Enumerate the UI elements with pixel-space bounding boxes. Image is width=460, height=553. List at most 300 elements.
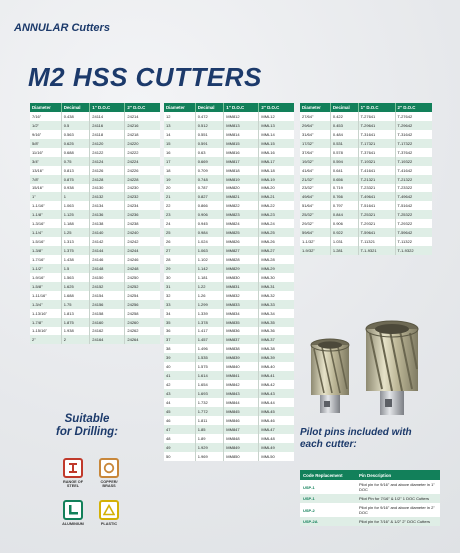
table-cell: 21/32" bbox=[300, 175, 330, 184]
table-cell: 24234 bbox=[125, 201, 160, 210]
table-cell: MML42 bbox=[259, 380, 294, 389]
table-cell: 1.929 bbox=[195, 443, 224, 452]
table-cell: 29/32" bbox=[300, 219, 330, 228]
aluminium-angle-icon bbox=[63, 500, 83, 520]
table-cell: 17/32" bbox=[300, 139, 330, 148]
table-cell: MM850 bbox=[224, 452, 259, 461]
table-cell: 1.772 bbox=[195, 407, 224, 416]
table-cell: 24154 bbox=[90, 291, 125, 300]
plastic-triangle-icon bbox=[99, 500, 119, 520]
table-cell: 36 bbox=[164, 327, 195, 336]
table-cell: 22 bbox=[164, 201, 195, 210]
table-cell: 24216 bbox=[125, 121, 160, 130]
table-row bbox=[300, 219, 432, 228]
table-cell: 0.906 bbox=[330, 219, 358, 228]
table-cell: 24158 bbox=[90, 309, 125, 318]
table-row bbox=[30, 201, 160, 210]
table-cell: 27 bbox=[164, 246, 195, 255]
table-cell: 1-3/4" bbox=[30, 300, 61, 309]
material-aluminium bbox=[58, 500, 88, 526]
table-cell: T-41641 bbox=[358, 166, 395, 175]
table-cell: MML13 bbox=[259, 121, 294, 130]
annular-cutters-image bbox=[300, 315, 432, 425]
table-row bbox=[164, 318, 294, 327]
table-row bbox=[164, 166, 294, 175]
table-cell: T-29321 bbox=[358, 219, 395, 228]
table-cell: 1.732 bbox=[195, 398, 224, 407]
table-row bbox=[300, 228, 432, 237]
table-cell: 2" bbox=[30, 335, 61, 344]
table-cell: 0.551 bbox=[195, 130, 224, 139]
table-cell: 18 bbox=[164, 166, 195, 175]
table-cell: 24126 bbox=[90, 166, 125, 175]
table-cell: 32 bbox=[164, 291, 195, 300]
pilot-pins-table bbox=[300, 470, 440, 526]
large-cutter bbox=[366, 321, 418, 415]
table-cell: MML20 bbox=[259, 184, 294, 193]
table-row bbox=[30, 166, 160, 175]
table-row bbox=[164, 443, 294, 452]
table-cell: 1.563 bbox=[61, 273, 90, 282]
table-cell: 29/64" bbox=[300, 121, 330, 130]
pilot-column-header: Code Replacement bbox=[300, 470, 356, 480]
table-row bbox=[30, 246, 160, 255]
table-cell: 0.5 bbox=[61, 121, 90, 130]
table-cell: 1 bbox=[61, 192, 90, 201]
table-cell: 24156 bbox=[90, 300, 125, 309]
table-cell: 1.89 bbox=[195, 434, 224, 443]
table-row bbox=[164, 210, 294, 219]
table-cell: 0.578 bbox=[330, 148, 358, 157]
material-label: PLASTIC bbox=[100, 522, 118, 526]
table-cell: MM834 bbox=[224, 309, 259, 318]
table-cell: MM819 bbox=[224, 175, 259, 184]
column-header: Diameter bbox=[30, 103, 61, 112]
table-cell: 7/16" bbox=[30, 112, 61, 121]
table-row bbox=[300, 112, 432, 121]
table-cell: 12 bbox=[164, 112, 195, 121]
table-cell: MM846 bbox=[224, 416, 259, 425]
table-row bbox=[164, 327, 294, 336]
table-row bbox=[164, 353, 294, 362]
table-cell: MM842 bbox=[224, 380, 259, 389]
table-cell: 34 bbox=[164, 309, 195, 318]
table-cell: 1-1/32" bbox=[300, 237, 330, 246]
table-cell: 24248 bbox=[125, 264, 160, 273]
table-cell: 44 bbox=[164, 398, 195, 407]
table-cell: T-11322 bbox=[395, 237, 432, 246]
pilot-title-line2: each cutter: bbox=[300, 439, 357, 450]
table-cell: 30 bbox=[164, 273, 195, 282]
table-row bbox=[164, 371, 294, 380]
table-cell: 1.375 bbox=[61, 246, 90, 255]
table-cell: MM841 bbox=[224, 371, 259, 380]
table-cell: 59/64" bbox=[300, 228, 330, 237]
table-cell: 24152 bbox=[90, 282, 125, 291]
table-cell: 41 bbox=[164, 371, 195, 380]
table-cell: MML49 bbox=[259, 443, 294, 452]
table-row bbox=[164, 273, 294, 282]
material-label: RANGE OF STEEL bbox=[62, 480, 84, 489]
table-cell: MM843 bbox=[224, 389, 259, 398]
table-cell: 1.417 bbox=[195, 327, 224, 336]
table-cell: 0.709 bbox=[195, 166, 224, 175]
table-cell: 1.031 bbox=[330, 237, 358, 246]
table-cell: 17 bbox=[164, 157, 195, 166]
table-cell: MM848 bbox=[224, 434, 259, 443]
table-cell: 24222 bbox=[125, 148, 160, 157]
table-cell: 1.378 bbox=[195, 318, 224, 327]
metric-cutter-table bbox=[164, 103, 294, 461]
table-cell: 24244 bbox=[125, 246, 160, 255]
table-cell: 24242 bbox=[125, 237, 160, 246]
table-cell: 1.813 bbox=[61, 309, 90, 318]
table-cell: 33 bbox=[164, 300, 195, 309]
table-cell: 35 bbox=[164, 318, 195, 327]
table-row bbox=[30, 291, 160, 300]
table-cell: 49 bbox=[164, 443, 195, 452]
column-header: 2" D.O.C bbox=[259, 103, 294, 112]
description-cell: Pilot pin for 9/16" and above diameter in 1" DOC bbox=[356, 480, 440, 494]
table-cell: MM821 bbox=[224, 192, 259, 201]
table-cell: 0.472 bbox=[195, 112, 224, 121]
table-cell: 0.827 bbox=[195, 192, 224, 201]
table-cell: 24140 bbox=[90, 228, 125, 237]
table-cell: MML46 bbox=[259, 416, 294, 425]
table-cell: 43 bbox=[164, 389, 195, 398]
table-cell: 40 bbox=[164, 362, 195, 371]
table-cell: T-27642 bbox=[395, 112, 432, 121]
table-cell: 24228 bbox=[125, 175, 160, 184]
table-row bbox=[164, 157, 294, 166]
table-cell: 29 bbox=[164, 264, 195, 273]
table-cell: 1.339 bbox=[195, 309, 224, 318]
column-header: Decimal bbox=[195, 103, 224, 112]
table-cell: 1.063 bbox=[195, 246, 224, 255]
table-cell: 48 bbox=[164, 434, 195, 443]
table-cell: 1.299 bbox=[195, 300, 224, 309]
table-row bbox=[300, 237, 432, 246]
table-cell: 1.063 bbox=[61, 201, 90, 210]
table-cell: 0.787 bbox=[195, 184, 224, 193]
table-cell: 21 bbox=[164, 192, 195, 201]
suitable-title-line2: for Drilling: bbox=[56, 426, 118, 438]
table-row bbox=[300, 246, 432, 255]
pilot-column-header: Pin Description bbox=[356, 470, 440, 480]
table-row bbox=[164, 452, 294, 461]
table-cell: 16 bbox=[164, 148, 195, 157]
material-plastic bbox=[94, 500, 124, 526]
table-cell: MM832 bbox=[224, 291, 259, 300]
table-cell: 1-3/8" bbox=[30, 246, 61, 255]
table-row bbox=[164, 246, 294, 255]
table-cell: T-23321 bbox=[358, 184, 395, 193]
table-row bbox=[164, 291, 294, 300]
table-cell: 0.641 bbox=[330, 166, 358, 175]
table-row bbox=[30, 139, 160, 148]
table-cell: 0.63 bbox=[195, 148, 224, 157]
table-cell: 1.281 bbox=[330, 246, 358, 255]
table-row bbox=[164, 121, 294, 130]
table-cell: 0.797 bbox=[330, 201, 358, 210]
table-row bbox=[164, 148, 294, 157]
table-cell: 1.575 bbox=[195, 362, 224, 371]
table-row bbox=[30, 327, 160, 336]
table-cell: 24144 bbox=[90, 246, 125, 255]
table-cell: 39 bbox=[164, 353, 195, 362]
small-cutter bbox=[311, 339, 349, 413]
table-cell: T-51641 bbox=[358, 201, 395, 210]
table-cell: MM839 bbox=[224, 353, 259, 362]
table-row bbox=[164, 139, 294, 148]
table-cell: 1.496 bbox=[195, 344, 224, 353]
table-cell: MM849 bbox=[224, 443, 259, 452]
table-cell: T-19322 bbox=[395, 157, 432, 166]
table-cell: MM825 bbox=[224, 228, 259, 237]
table-cell: T-37642 bbox=[395, 148, 432, 157]
table-cell: 1.142 bbox=[195, 264, 224, 273]
table-row bbox=[30, 273, 160, 282]
code-cell: USP-1 bbox=[300, 494, 356, 503]
table-cell: MML19 bbox=[259, 175, 294, 184]
table-cell: 0.906 bbox=[195, 210, 224, 219]
table-row bbox=[300, 121, 432, 130]
table-cell: 24224 bbox=[125, 157, 160, 166]
table-row bbox=[30, 157, 160, 166]
table-cell: 1.811 bbox=[195, 416, 224, 425]
table-cell: 1.22 bbox=[195, 282, 224, 291]
table-cell: 0.866 bbox=[195, 201, 224, 210]
table-cell: 24252 bbox=[125, 282, 160, 291]
table-cell: 24226 bbox=[125, 166, 160, 175]
table-row bbox=[164, 425, 294, 434]
table-cell: 0.813 bbox=[61, 166, 90, 175]
table-cell: 24232 bbox=[125, 192, 160, 201]
table-row bbox=[300, 148, 432, 157]
table-cell: 24146 bbox=[90, 255, 125, 264]
table-cell: 0.422 bbox=[330, 112, 358, 121]
table-cell: 0.669 bbox=[195, 157, 224, 166]
table-cell: 50 bbox=[164, 452, 195, 461]
table-cell: T-59641 bbox=[358, 228, 395, 237]
table-cell: 11/16" bbox=[30, 148, 61, 157]
table-cell: MML25 bbox=[259, 228, 294, 237]
table-cell: MML23 bbox=[259, 210, 294, 219]
table-cell: 24160 bbox=[90, 318, 125, 327]
table-cell: 24114 bbox=[90, 112, 125, 121]
table-cell: 1.75 bbox=[61, 300, 90, 309]
table-cell: 0.625 bbox=[61, 139, 90, 148]
table-cell: 24150 bbox=[90, 273, 125, 282]
table-row bbox=[30, 210, 160, 219]
table-cell: MM822 bbox=[224, 201, 259, 210]
table-cell: 0.438 bbox=[61, 112, 90, 121]
table-cell: MML39 bbox=[259, 353, 294, 362]
table-cell: 1" bbox=[30, 192, 61, 201]
table-cell: 1.457 bbox=[195, 335, 224, 344]
table-row bbox=[300, 494, 440, 503]
table-cell: MML47 bbox=[259, 425, 294, 434]
table-cell: 0.75 bbox=[61, 157, 90, 166]
table-cell: 26 bbox=[164, 237, 195, 246]
table-cell: 25/32" bbox=[300, 210, 330, 219]
table-cell: MM812 bbox=[224, 112, 259, 121]
column-header: 1" D.O.C bbox=[90, 103, 125, 112]
table-row bbox=[164, 264, 294, 273]
table-row bbox=[164, 434, 294, 443]
table-cell: 0.688 bbox=[61, 148, 90, 157]
table-row bbox=[30, 282, 160, 291]
table-cell: 0.844 bbox=[330, 210, 358, 219]
table-cell: MM813 bbox=[224, 121, 259, 130]
table-cell: 0.922 bbox=[330, 228, 358, 237]
table-row bbox=[30, 148, 160, 157]
table-cell: MML30 bbox=[259, 273, 294, 282]
table-cell: MML24 bbox=[259, 219, 294, 228]
table-cell: 0.719 bbox=[330, 184, 358, 193]
table-cell: MM831 bbox=[224, 282, 259, 291]
table-row bbox=[30, 237, 160, 246]
table-cell: MML27 bbox=[259, 246, 294, 255]
table-cell: 1.313 bbox=[61, 237, 90, 246]
table-cell: 24136 bbox=[90, 210, 125, 219]
table-cell: MM823 bbox=[224, 210, 259, 219]
table-cell: T-49641 bbox=[358, 192, 395, 201]
table-cell: 0.875 bbox=[61, 175, 90, 184]
table-row bbox=[164, 282, 294, 291]
table-cell: 0.591 bbox=[195, 139, 224, 148]
table-row bbox=[30, 228, 160, 237]
table-cell: 1.654 bbox=[195, 380, 224, 389]
table-cell: MML22 bbox=[259, 201, 294, 210]
table-cell: 1-9/32" bbox=[300, 246, 330, 255]
table-row bbox=[164, 398, 294, 407]
table-cell: 31 bbox=[164, 282, 195, 291]
table-cell: 24162 bbox=[90, 327, 125, 336]
column-header: 2" D.O.C bbox=[395, 103, 432, 112]
material-label: ALUMINIUM bbox=[62, 522, 84, 526]
table-cell: MML44 bbox=[259, 398, 294, 407]
table-cell: T-31641 bbox=[358, 130, 395, 139]
table-cell: 41/64" bbox=[300, 166, 330, 175]
table-cell: MM818 bbox=[224, 166, 259, 175]
table-row bbox=[300, 139, 432, 148]
table-cell: MML35 bbox=[259, 318, 294, 327]
table-cell: 1-11/16" bbox=[30, 291, 61, 300]
table-cell: 1.125 bbox=[61, 210, 90, 219]
table-cell: 9/16" bbox=[30, 130, 61, 139]
copper-ring-icon bbox=[99, 458, 119, 478]
table-row bbox=[164, 344, 294, 353]
table-cell: 1.26 bbox=[195, 291, 224, 300]
suitable-title-line1: Suitable bbox=[64, 413, 110, 425]
column-header: Decimal bbox=[330, 103, 358, 112]
table-cell: MML34 bbox=[259, 309, 294, 318]
material-label: COPPER/ BRASS bbox=[100, 480, 118, 489]
table-cell: 0.748 bbox=[195, 175, 224, 184]
table-cell: T-49642 bbox=[395, 192, 432, 201]
table-cell: 0.594 bbox=[330, 157, 358, 166]
table-cell: MML26 bbox=[259, 237, 294, 246]
table-row bbox=[164, 362, 294, 371]
table-cell: 1.938 bbox=[61, 327, 90, 336]
table-cell: 1.438 bbox=[61, 255, 90, 264]
table-cell: 20 bbox=[164, 184, 195, 193]
table-cell: 1.625 bbox=[61, 282, 90, 291]
table-cell: MML38 bbox=[259, 344, 294, 353]
table-row bbox=[30, 264, 160, 273]
table-row bbox=[30, 318, 160, 327]
table-row bbox=[30, 300, 160, 309]
table-cell: T-37641 bbox=[358, 148, 395, 157]
table-cell: MML43 bbox=[259, 389, 294, 398]
table-row bbox=[300, 184, 432, 193]
table-cell: 1-13/16" bbox=[30, 309, 61, 318]
table-cell: MML31 bbox=[259, 282, 294, 291]
table-cell: 0.945 bbox=[195, 219, 224, 228]
table-cell: 24142 bbox=[90, 237, 125, 246]
table-cell: 37/64" bbox=[300, 148, 330, 157]
table-row bbox=[164, 407, 294, 416]
table-cell: MML36 bbox=[259, 327, 294, 336]
table-cell: 0.453 bbox=[330, 121, 358, 130]
table-cell: T-19321 bbox=[358, 157, 395, 166]
table-cell: 13/16" bbox=[30, 166, 61, 175]
table-cell: 24260 bbox=[125, 318, 160, 327]
table-cell: 0.766 bbox=[330, 192, 358, 201]
column-header: Diameter bbox=[164, 103, 195, 112]
table-cell: 1-3/16" bbox=[30, 219, 61, 228]
table-cell: T-29642 bbox=[395, 121, 432, 130]
table-cell: 1-1/8" bbox=[30, 210, 61, 219]
table-cell: MML48 bbox=[259, 434, 294, 443]
table-row bbox=[164, 300, 294, 309]
table-cell: 24218 bbox=[125, 130, 160, 139]
table-cell: 1.85 bbox=[195, 425, 224, 434]
table-cell: 1-7/8" bbox=[30, 318, 61, 327]
table-cell: 24116 bbox=[90, 121, 125, 130]
material-copper bbox=[94, 458, 124, 489]
table-cell: 49/64" bbox=[300, 192, 330, 201]
column-header: Diameter bbox=[300, 103, 330, 112]
table-cell: 1.969 bbox=[195, 452, 224, 461]
table-cell: 24148 bbox=[90, 264, 125, 273]
table-row bbox=[164, 219, 294, 228]
table-cell: MM836 bbox=[224, 327, 259, 336]
table-row bbox=[164, 237, 294, 246]
table-cell: 24214 bbox=[125, 112, 160, 121]
table-cell: 1-9/16" bbox=[30, 273, 61, 282]
table-cell: 1.875 bbox=[61, 318, 90, 327]
table-cell: T-25321 bbox=[358, 210, 395, 219]
table-cell: MML45 bbox=[259, 407, 294, 416]
table-cell: 1-1/4" bbox=[30, 228, 61, 237]
pilot-title-line1: Pilot pins included with bbox=[300, 427, 412, 438]
table-cell: 24134 bbox=[90, 201, 125, 210]
column-header: 2" D.O.C bbox=[125, 103, 160, 112]
table-cell: 1-1/2" bbox=[30, 264, 61, 273]
table-cell: 37 bbox=[164, 335, 195, 344]
table-cell: MM844 bbox=[224, 398, 259, 407]
table-cell: 0.512 bbox=[195, 121, 224, 130]
table-cell: T-1-9322 bbox=[395, 246, 432, 255]
table-row bbox=[30, 219, 160, 228]
table-cell: T-31642 bbox=[395, 130, 432, 139]
table-cell: 1-5/8" bbox=[30, 282, 61, 291]
table-row bbox=[300, 192, 432, 201]
table-cell: T-27641 bbox=[358, 112, 395, 121]
steel-i-beam-icon bbox=[63, 458, 83, 478]
